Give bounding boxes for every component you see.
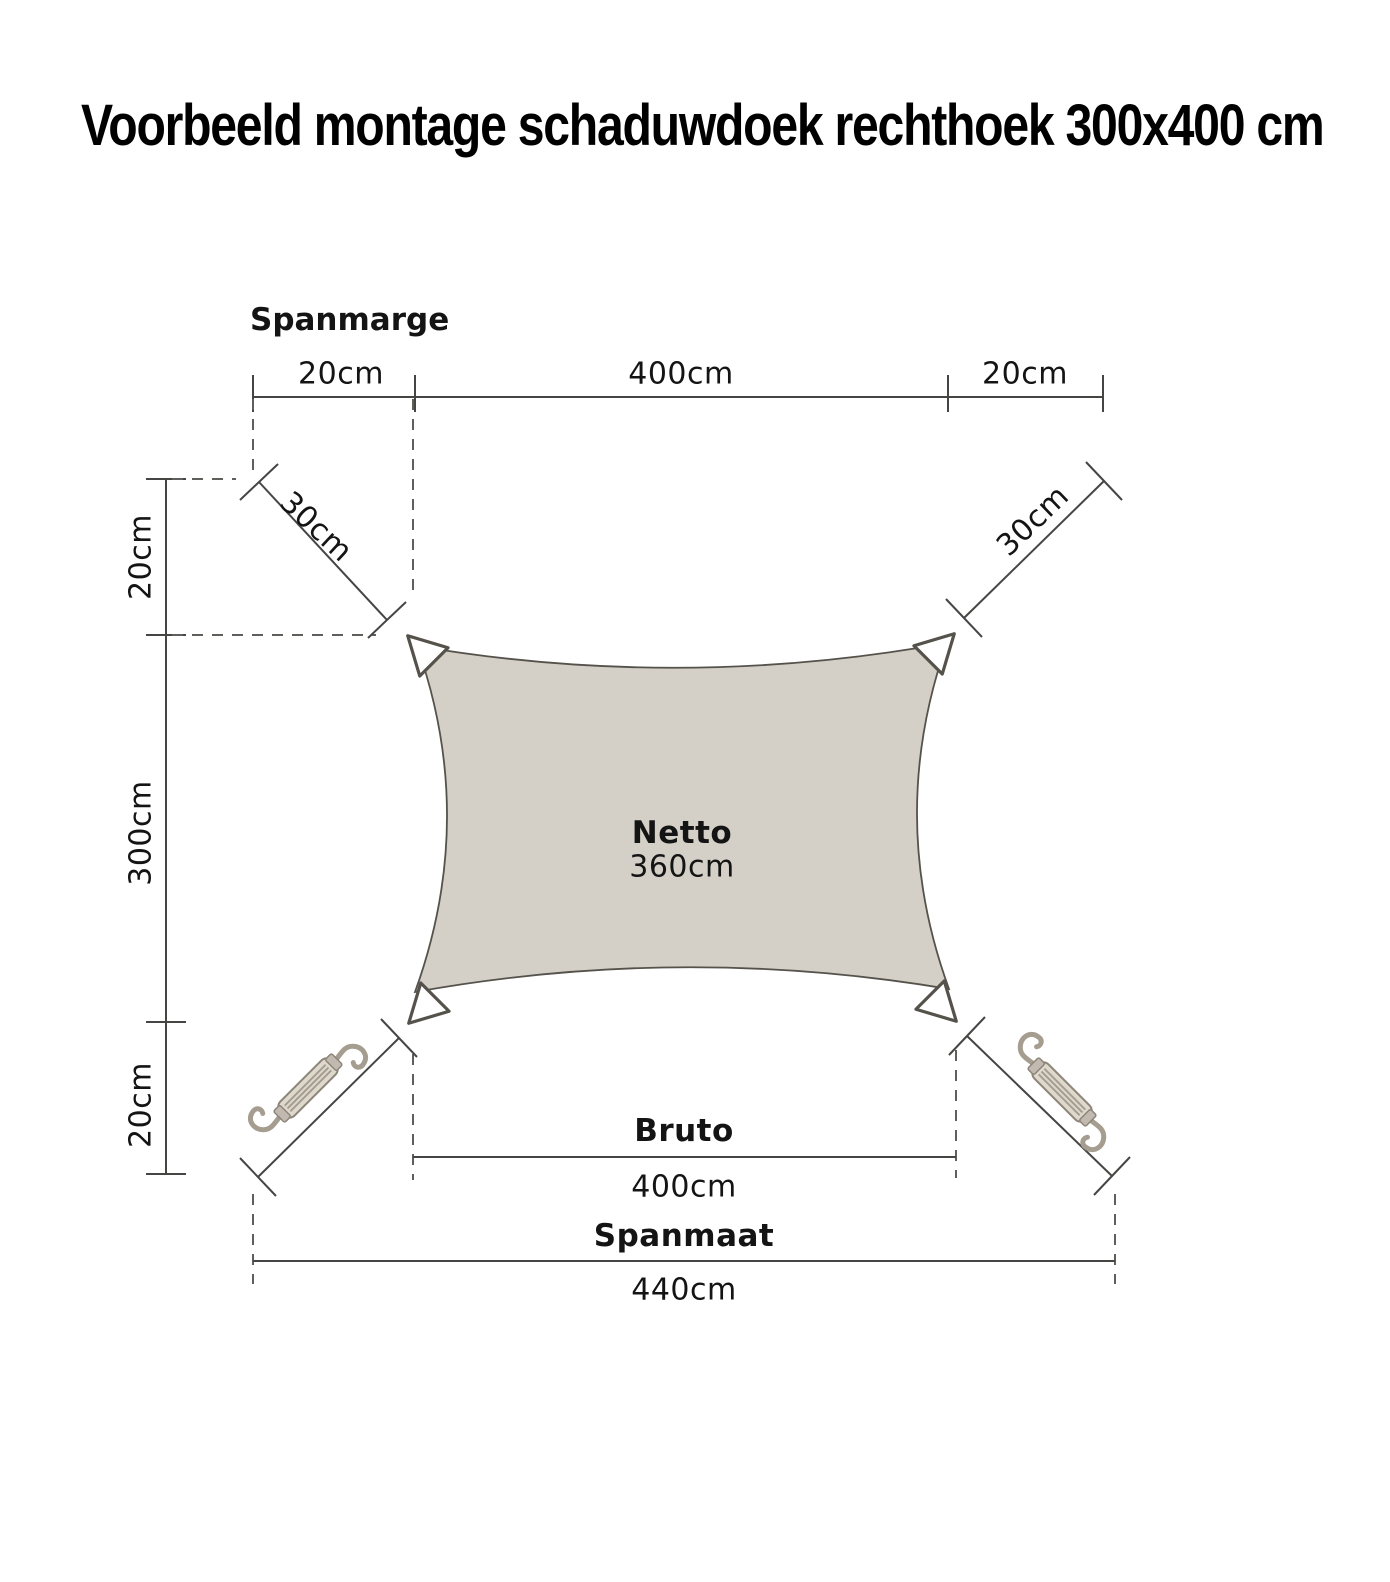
page-title: Voorbeeld montage schaduwdoek rechthoek 300x400 cm [81, 93, 1324, 158]
turnbuckle-icon-right [1000, 1030, 1124, 1154]
side-height-label: 300cm [123, 780, 159, 886]
corner-ring-icon-bottom-left [395, 983, 449, 1037]
side-top-margin-label: 20cm [123, 514, 159, 600]
bruto-label: Bruto [634, 1113, 734, 1149]
diagonal-top-left-label: 30cm [272, 484, 360, 570]
corner-ring-icon-bottom-right [916, 981, 970, 1035]
spanmaat-label: Spanmaat [593, 1218, 775, 1254]
bruto-value: 400cm [631, 1169, 737, 1205]
top-width-label: 400cm [628, 356, 734, 392]
netto-value: 360cm [629, 849, 735, 885]
diagonal-dim-bottom-left [240, 1019, 417, 1196]
top-left-margin-label: 20cm [298, 356, 384, 392]
netto-label: Netto [631, 815, 733, 851]
top-right-margin-label: 20cm [982, 356, 1068, 392]
turnbuckle-icon-left [246, 1026, 370, 1150]
spanmaat-value: 440cm [631, 1272, 737, 1308]
diagonal-top-right-label: 30cm [989, 478, 1077, 564]
diagonal-dim-top-right [946, 462, 1122, 637]
spanmarge-label: Spanmarge [250, 302, 450, 338]
side-bottom-margin-label: 20cm [123, 1062, 159, 1148]
